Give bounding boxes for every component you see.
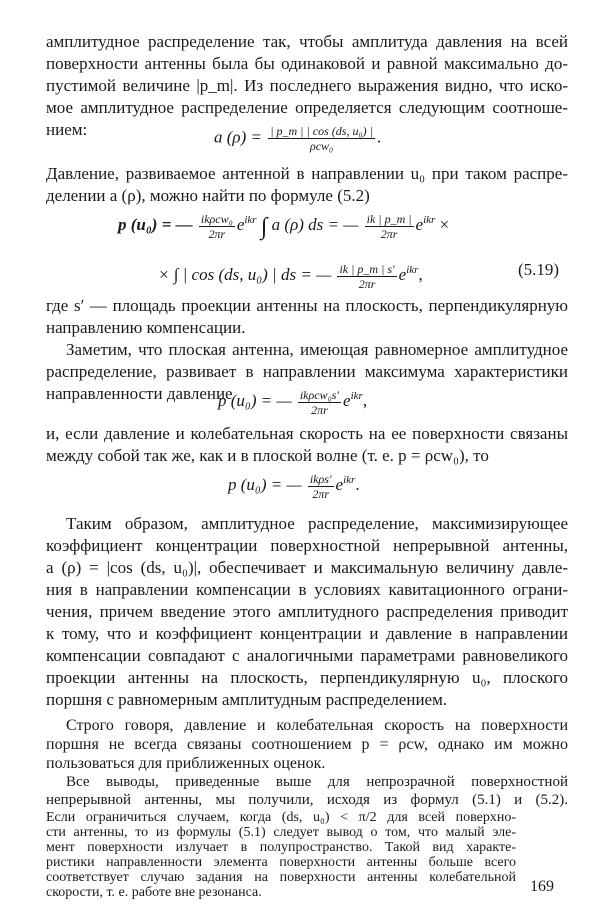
text-line: где s′ — площадь проекции антенны на плоскость, перпендикулярную: [46, 296, 568, 315]
text-line: Таким образом, амплитудное распределение, максимизирующее: [66, 514, 568, 533]
text-line: непрерывной антенны, мы получили, исходя из формул (5.1) и (5.2).: [46, 792, 568, 808]
text-line: Если ограничиться случаем, когда (ds, u₀) < π/2 для всей поверхно-: [46, 810, 516, 825]
text-line: Все выводы, приведенные выше для непрозрачной поверхностной: [66, 774, 568, 790]
fraction-denominator: 2πr: [311, 402, 328, 417]
text-line: пользоваться для приближенных оценок.: [46, 755, 326, 772]
text-line: мент поверхности излучает в полупространство. Такой вид характе-: [46, 840, 516, 855]
text-line: амплитудное распределение так, чтобы амплитуда давления на всей: [46, 32, 568, 51]
text-line: направлению компенсации.: [46, 318, 246, 337]
text-line: между собой так же, как и в плоской волне (т. е. p = ρcw₀), то: [46, 446, 489, 465]
formula-amplitude-distribution: a (ρ) = $\frac{\text{| p\_m | | cos (ds, u₀) |}}{\text{ρcw₀}}$ .: [214, 124, 382, 153]
text-line: сти антенны, то из формулы (5.1) следует вывод о том, что малый эле-: [46, 825, 516, 840]
formula-fraction: [298, 388, 341, 417]
formula-fraction: [337, 262, 396, 291]
text-line: Давление, развиваемое антенной в направлении u₀ при таком распре-: [46, 164, 568, 183]
text-line: Заметим, что плоская антенна, имеющая равномерное амплитудное: [66, 340, 568, 359]
text-line: мое амплитудное распределение определяется следующим соотноше-: [46, 98, 568, 117]
formula-lhs: p (u₀) = —: [228, 475, 302, 494]
text-line: ния в направлении компенсации в условиях кавитационного ограни-: [46, 580, 568, 599]
formula-pressure-line1: p (u₀) = — $\frac{\text{ikρcw₀}}{2\pi r}$ $e^{ikr}$ ∫ a (ρ) ds = — $\frac{ik | p\_m |}{2\pi r}$ $e^{ikr}$ ×: [118, 211, 450, 241]
formula-fraction: [308, 472, 334, 501]
text-line: компенсации совпадают с аналогичными параметрами равновеликого: [46, 646, 568, 665]
text-line: нием:: [46, 120, 88, 139]
formula-lhs: p (u₀) = —: [118, 215, 193, 234]
text-line: направленности давление: [46, 384, 233, 403]
fraction-numerator: ikρcw₀s′: [299, 387, 340, 402]
text-line: a (ρ) = |cos (ds, u₀)|, обеспечивает и максимальную величину давле-: [46, 558, 568, 577]
fraction-numerator: | p_m | | cos (ds, u₀) |: [270, 124, 373, 138]
fraction-denominator: ρcw₀: [309, 139, 334, 153]
exponent: ikr: [350, 390, 363, 402]
formula-lhs: a (ρ) =: [214, 127, 262, 147]
fraction-denominator: 2πr: [380, 226, 398, 241]
text-line: скорости, т. е. работе вне резонанса.: [46, 885, 262, 900]
fraction-denominator: 2πr: [312, 486, 330, 501]
text-line: проекции антенны на плоскость, перпендикулярную u₀, плоского: [46, 668, 568, 687]
formula-fraction: [268, 124, 375, 153]
fraction-numerator: ikρs′: [309, 471, 332, 486]
text-line: и, если давление и колебательная скорость на ее поверхности связаны: [46, 424, 568, 443]
text-line: поршня с равномерным амплитудным распределением.: [46, 690, 448, 709]
formula-lhs: × ∫ | cos (ds, u₀) | ds = —: [158, 265, 332, 284]
text-line: поверхности антенны была бы одинаковой и равной максимально до-: [46, 54, 568, 73]
exponent: ikr: [406, 264, 419, 276]
fraction-numerator: ik | p_m | s′: [339, 261, 395, 276]
formula-fraction: [365, 212, 414, 241]
formula-fraction: [199, 212, 235, 241]
exponent: ikr: [423, 214, 436, 226]
equation-number: (5.19): [518, 260, 560, 279]
exponent: ikr: [244, 214, 257, 226]
fraction-numerator: ik | p_m |: [366, 211, 412, 226]
exponent: ikr: [343, 474, 356, 486]
formula-piston-pressure: p (u₀) = — $\frac{\text{ikρcw₀s′}}{2\pi r}$ $e^{ikr}$,: [218, 387, 368, 417]
text-line: Строго говоря, давление и колебательная скорость на поверхности: [66, 717, 568, 734]
fraction-denominator: 2πr: [358, 276, 376, 291]
fraction-denominator: 2πr: [208, 226, 226, 241]
text-line: коэффициент концентрации поверхностной непрерывной антенны,: [46, 536, 568, 555]
formula-lhs: p (u₀) = —: [218, 391, 292, 410]
text-line: чения, причем введение этого амплитудного распределения приводит: [46, 602, 568, 621]
formula-middle: a (ρ) ds = —: [271, 215, 359, 234]
text-line: делении a (ρ), можно найти по формуле (5.2): [46, 186, 370, 205]
text-line: соответствует случаю задания на поверхности антенны колебательной: [46, 870, 516, 885]
formula-plane-wave-pressure: p (u₀) = — $\frac{\text{ikρs′}}{2\pi r}$ $e^{ikr}$.: [228, 471, 360, 501]
text-line: ристики направленности элемента поверхности антенны больше всего: [46, 855, 516, 870]
fraction-numerator: ikρcw₀: [200, 211, 233, 226]
text-line: к тому, что и коэффициент концентрации и давление в направлении: [46, 624, 568, 643]
formula-tail: ×: [439, 215, 450, 234]
text-line: поршня не всегда связаны соотношением p = ρcw, однако им можно: [46, 736, 568, 753]
integral-sign: ∫: [260, 214, 268, 240]
page-number: 169: [530, 878, 554, 895]
formula-pressure-line2: × ∫ | cos (ds, u₀) | ds = — $\frac{ik | p\_m | s'}{2\pi r}$ $e^{ikr}$,: [158, 261, 423, 291]
text-line: пустимой величине |p_m|. Из последнего выражения видно, что иско-: [46, 76, 568, 95]
text-line: распределение, развивает в направлении максимума характеристики: [46, 362, 568, 381]
